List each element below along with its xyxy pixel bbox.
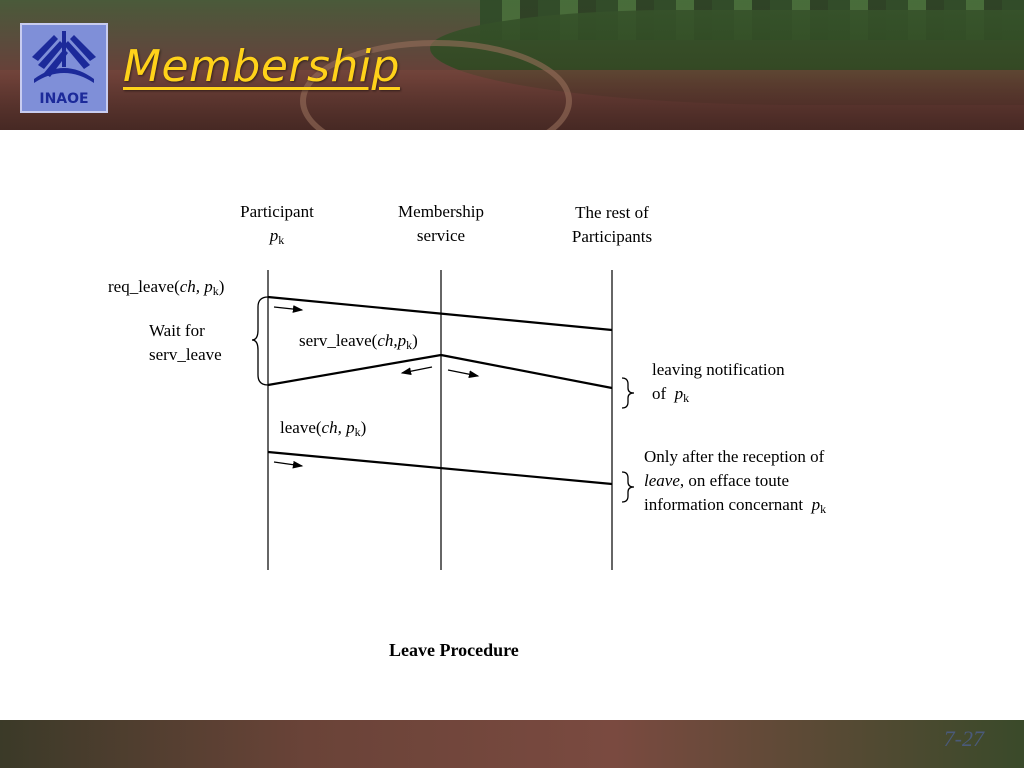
lane-header-line: Participants (571, 227, 653, 246)
direction-arrow-serv-leave-left (402, 367, 432, 373)
label-leave: leave(ch, $p_k$) (280, 418, 367, 439)
institution-logo (20, 23, 108, 113)
direction-arrow-serv-leave-right (448, 370, 478, 376)
lane-header-line: The rest of (575, 203, 649, 222)
message-serv-leave-left (268, 355, 441, 385)
brace-notification (622, 378, 634, 408)
note-wait-for-serv-leave: Wait for serv_leave (149, 321, 222, 364)
page-title: Membership (123, 41, 400, 92)
message-leave (268, 452, 612, 484)
lane-header-var: $p_k$ (269, 226, 285, 247)
note-reception-of-leave: Only after the reception of leave, on efface toute information concernant $p_k$ (644, 447, 827, 516)
lane-header-membership-service (381, 200, 501, 248)
message-serv-leave-right (441, 355, 612, 388)
logo-text: INAOE (39, 91, 89, 107)
lane-header-line: Membership (398, 202, 484, 221)
brace-wait (252, 297, 268, 385)
message-req-leave (268, 297, 612, 330)
label-serv-leave: $serv\_leave(ch,p_k)$ (299, 331, 418, 352)
label-req-leave: req_leave(ch, $p_k$) (108, 277, 225, 298)
lane-header-participant (224, 200, 330, 252)
lane-header-line: service (416, 226, 466, 245)
direction-arrow-leave (274, 462, 302, 466)
lane-header-line: Participant (240, 202, 314, 221)
footer-banner (0, 720, 1024, 768)
note-leaving-notification: leaving notification of $p_k$ (652, 360, 785, 405)
lane-header-rest-participants (552, 201, 672, 249)
diagram-caption: Leave Procedure (389, 640, 519, 660)
direction-arrow-req-leave (274, 307, 302, 310)
inaoe-logo-icon (24, 27, 104, 109)
brace-reception (622, 472, 634, 502)
header-banner (0, 0, 1024, 130)
page-number: 7-27 (943, 726, 984, 751)
